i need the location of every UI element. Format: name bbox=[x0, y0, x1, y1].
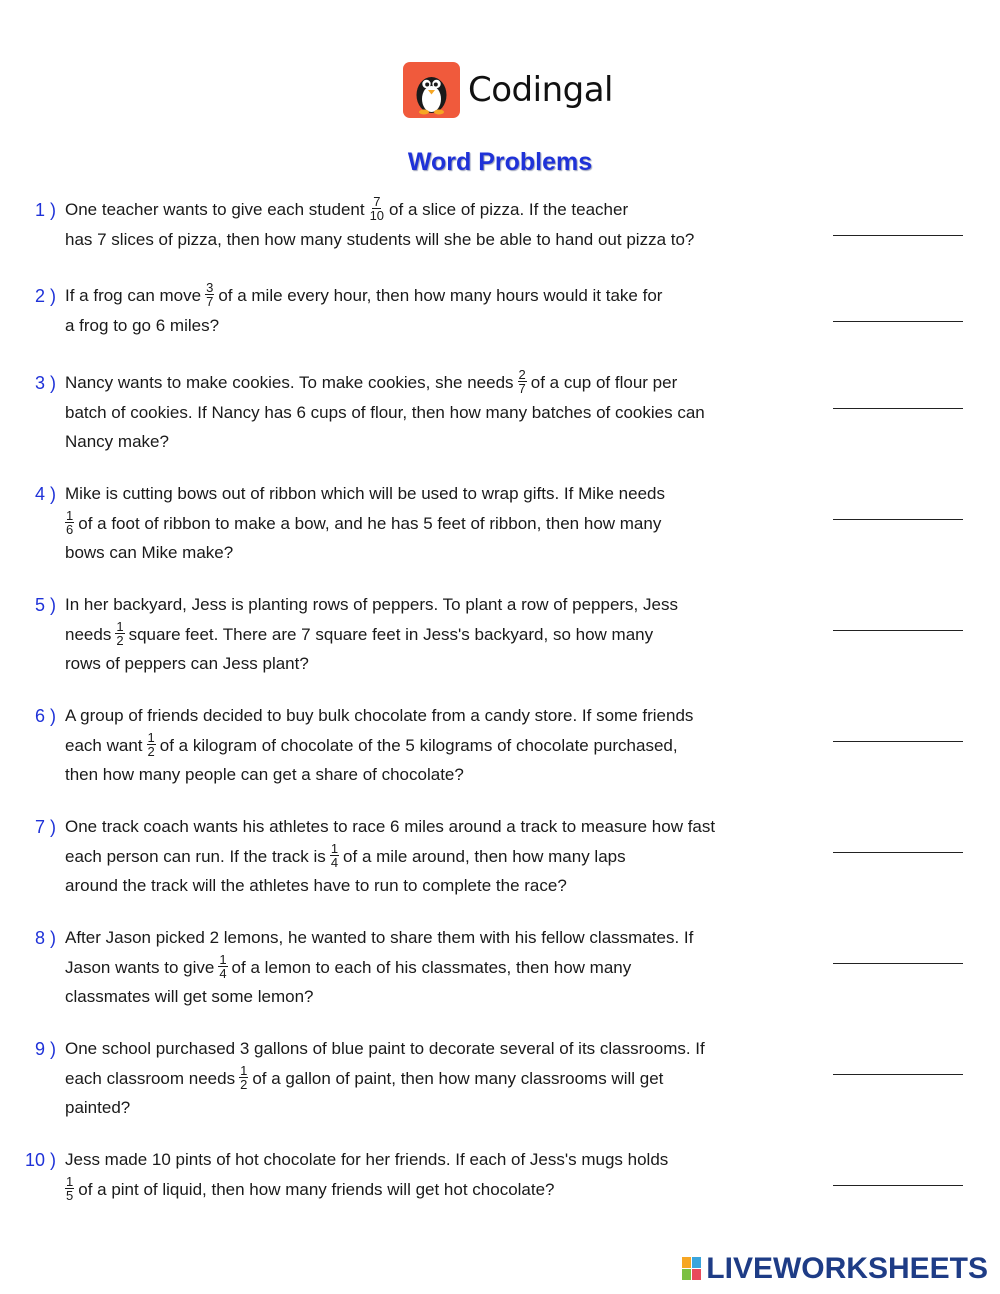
text-segment: Nancy wants to make cookies. To make cookies, she needs bbox=[65, 373, 514, 392]
problem-text bbox=[65, 1145, 765, 1204]
fraction-numerator: 1 bbox=[147, 729, 155, 745]
liveworksheets-icon bbox=[682, 1255, 702, 1283]
fraction bbox=[239, 1064, 248, 1091]
answer-input-line[interactable] bbox=[833, 235, 963, 236]
fraction-numerator: 2 bbox=[518, 367, 526, 383]
text-segment: If a frog can move bbox=[65, 286, 202, 305]
problem-text bbox=[65, 590, 765, 679]
problem-line bbox=[65, 368, 765, 398]
problem-line bbox=[65, 398, 765, 428]
fraction-numerator: 7 bbox=[373, 194, 381, 210]
page-title: Word Problems bbox=[407, 148, 593, 176]
fraction-numerator: 1 bbox=[240, 1062, 248, 1078]
text-segment: of a foot of ribbon to make a bow, and he has 5 feet of ribbon, then how many bbox=[78, 513, 662, 533]
answer-input-line[interactable] bbox=[833, 741, 963, 742]
problem-line bbox=[65, 842, 765, 872]
answer-input-line[interactable] bbox=[833, 630, 963, 631]
problem-number: 8 ) bbox=[34, 928, 56, 948]
fraction-denominator: 2 bbox=[147, 743, 155, 759]
fraction bbox=[205, 281, 214, 308]
problem-line bbox=[65, 1034, 765, 1064]
text-segment: of a pint of liquid, then how many friends will get hot chocolate? bbox=[78, 1179, 555, 1199]
text-segment: around the track will the athletes have to run to complete the race? bbox=[65, 876, 567, 896]
answer-input-line[interactable] bbox=[833, 1185, 963, 1186]
text-segment: each person can run. If the track is bbox=[65, 846, 326, 866]
brand-name: Codingal bbox=[468, 70, 613, 110]
problem-line bbox=[65, 281, 765, 311]
problem-number: 9 ) bbox=[34, 1039, 56, 1059]
fraction-denominator: 4 bbox=[330, 854, 339, 870]
penguin-icon bbox=[403, 62, 460, 118]
problem-number: 5 ) bbox=[34, 595, 56, 615]
text-segment: each classroom needs bbox=[65, 1068, 236, 1088]
problem-line bbox=[65, 225, 765, 255]
fraction bbox=[65, 509, 74, 536]
problem-text bbox=[65, 479, 765, 568]
text-segment: Nancy make? bbox=[65, 432, 169, 452]
text-segment: needs bbox=[65, 624, 112, 644]
fraction-denominator: 2 bbox=[240, 1076, 248, 1092]
problem-line bbox=[65, 1175, 765, 1205]
problem-line bbox=[65, 871, 765, 901]
text-segment: of a kilogram of chocolate of the 5 kilograms of chocolate purchased, bbox=[159, 735, 678, 755]
fraction-denominator: 7 bbox=[518, 381, 526, 397]
problem-number: 10 ) bbox=[24, 1150, 56, 1170]
fraction-denominator: 6 bbox=[66, 521, 74, 537]
problem-number: 7 ) bbox=[34, 817, 56, 837]
fraction-numerator: 3 bbox=[206, 280, 214, 296]
problem-line bbox=[65, 812, 765, 842]
fraction bbox=[115, 620, 124, 647]
problem-text bbox=[65, 812, 765, 901]
text-segment: of a slice of pizza. If the teacher bbox=[389, 200, 629, 219]
fraction-denominator: 7 bbox=[206, 294, 214, 310]
problem-line bbox=[65, 953, 765, 983]
text-segment: In her backyard, Jess is planting rows of peppers. To plant a row of peppers, Jess bbox=[65, 595, 678, 614]
text-segment: One teacher wants to give each student bbox=[65, 200, 365, 219]
text-segment: After Jason picked 2 lemons, he wanted to share them with his fellow classmates. If bbox=[65, 928, 694, 947]
fraction-numerator: 1 bbox=[66, 1173, 74, 1189]
fraction-denominator: 4 bbox=[219, 965, 227, 981]
fraction-denominator: 2 bbox=[116, 632, 124, 648]
text-segment: batch of cookies. If Nancy has 6 cups of flour, then how many batches of cookies can bbox=[65, 402, 705, 422]
text-segment: of a mile every hour, then how many hours would it take for bbox=[218, 286, 663, 305]
answer-input-line[interactable] bbox=[833, 321, 963, 322]
problem-number: 1 ) bbox=[34, 200, 56, 220]
fraction bbox=[369, 195, 385, 222]
fraction-numerator: 1 bbox=[219, 951, 227, 967]
answer-input-line[interactable] bbox=[833, 1074, 963, 1075]
fraction-denominator: 10 bbox=[369, 208, 385, 224]
text-segment: One track coach wants his athletes to race 6 miles around a track to measure how fast bbox=[65, 817, 716, 836]
codingal-logo bbox=[403, 62, 613, 118]
fraction-denominator: 5 bbox=[66, 1187, 74, 1203]
fraction bbox=[518, 368, 527, 395]
text-segment: square feet. There are 7 square feet in Jess's backyard, so how many bbox=[128, 624, 654, 644]
problem-text bbox=[65, 701, 765, 790]
problem-line bbox=[65, 923, 765, 953]
answer-input-line[interactable] bbox=[833, 963, 963, 964]
answer-input-line[interactable] bbox=[833, 519, 963, 520]
problem-line bbox=[65, 1093, 765, 1123]
text-segment: classmates will get some lemon? bbox=[65, 987, 314, 1007]
problem-text bbox=[65, 281, 765, 340]
answer-input-line[interactable] bbox=[833, 408, 963, 409]
fraction bbox=[65, 1175, 74, 1202]
problem-line bbox=[65, 701, 765, 731]
problem-line bbox=[65, 1064, 765, 1094]
fraction bbox=[147, 731, 156, 758]
problem-line bbox=[65, 311, 765, 341]
text-segment: of a lemon to each of his classmates, then how many bbox=[231, 957, 632, 977]
text-segment: Mike is cutting bows out of ribbon which will be used to wrap gifts. If Mike needs bbox=[65, 484, 666, 503]
problem-line bbox=[65, 620, 765, 650]
text-segment: painted? bbox=[65, 1098, 131, 1118]
liveworksheets-logo bbox=[682, 1252, 988, 1286]
answer-input-line[interactable] bbox=[833, 852, 963, 853]
text-segment: bows can Mike make? bbox=[65, 543, 234, 563]
problem-line bbox=[65, 982, 765, 1012]
text-segment: of a mile around, then how many laps bbox=[343, 846, 626, 866]
problem-text bbox=[65, 923, 765, 1012]
problem-number: 4 ) bbox=[34, 484, 56, 504]
text-segment: rows of peppers can Jess plant? bbox=[65, 654, 309, 674]
text-segment: each want bbox=[65, 735, 143, 755]
problem-text bbox=[65, 368, 765, 457]
fraction bbox=[218, 953, 227, 980]
text-segment: has 7 slices of pizza, then how many students will she be able to hand out pizza to? bbox=[65, 229, 695, 249]
text-segment: of a gallon of paint, then how many classrooms will get bbox=[252, 1068, 664, 1088]
problem-line bbox=[65, 649, 765, 679]
text-segment: A group of friends decided to buy bulk chocolate from a candy store. If some friends bbox=[65, 706, 694, 725]
problem-line bbox=[65, 538, 765, 568]
problem-number: 3 ) bbox=[34, 373, 56, 393]
text-segment: Jess made 10 pints of hot chocolate for her friends. If each of Jess's mugs holds bbox=[65, 1150, 669, 1169]
fraction-numerator: 1 bbox=[66, 507, 74, 523]
problem-line bbox=[65, 509, 765, 539]
problem-text bbox=[65, 195, 765, 254]
footer-brand: LIVEWORKSHEETS bbox=[706, 1252, 988, 1285]
problem-number: 2 ) bbox=[34, 286, 56, 306]
problem-line bbox=[65, 195, 765, 225]
text-segment: Jason wants to give bbox=[65, 957, 215, 977]
fraction-numerator: 1 bbox=[330, 840, 339, 856]
problem-line bbox=[65, 590, 765, 620]
problem-line bbox=[65, 427, 765, 457]
problem-line bbox=[65, 1145, 765, 1175]
text-segment: of a cup of flour per bbox=[530, 373, 678, 392]
problem-number: 6 ) bbox=[34, 706, 56, 726]
text-segment: then how many people can get a share of chocolate? bbox=[65, 765, 464, 785]
problem-text bbox=[65, 1034, 765, 1123]
text-segment: One school purchased 3 gallons of blue paint to decorate several of its classrooms. If bbox=[65, 1039, 705, 1058]
fraction-numerator: 1 bbox=[116, 618, 124, 634]
text-segment: a frog to go 6 miles? bbox=[65, 315, 220, 335]
problem-line bbox=[65, 479, 765, 509]
problem-line bbox=[65, 731, 765, 761]
problem-line bbox=[65, 760, 765, 790]
fraction bbox=[330, 842, 339, 869]
